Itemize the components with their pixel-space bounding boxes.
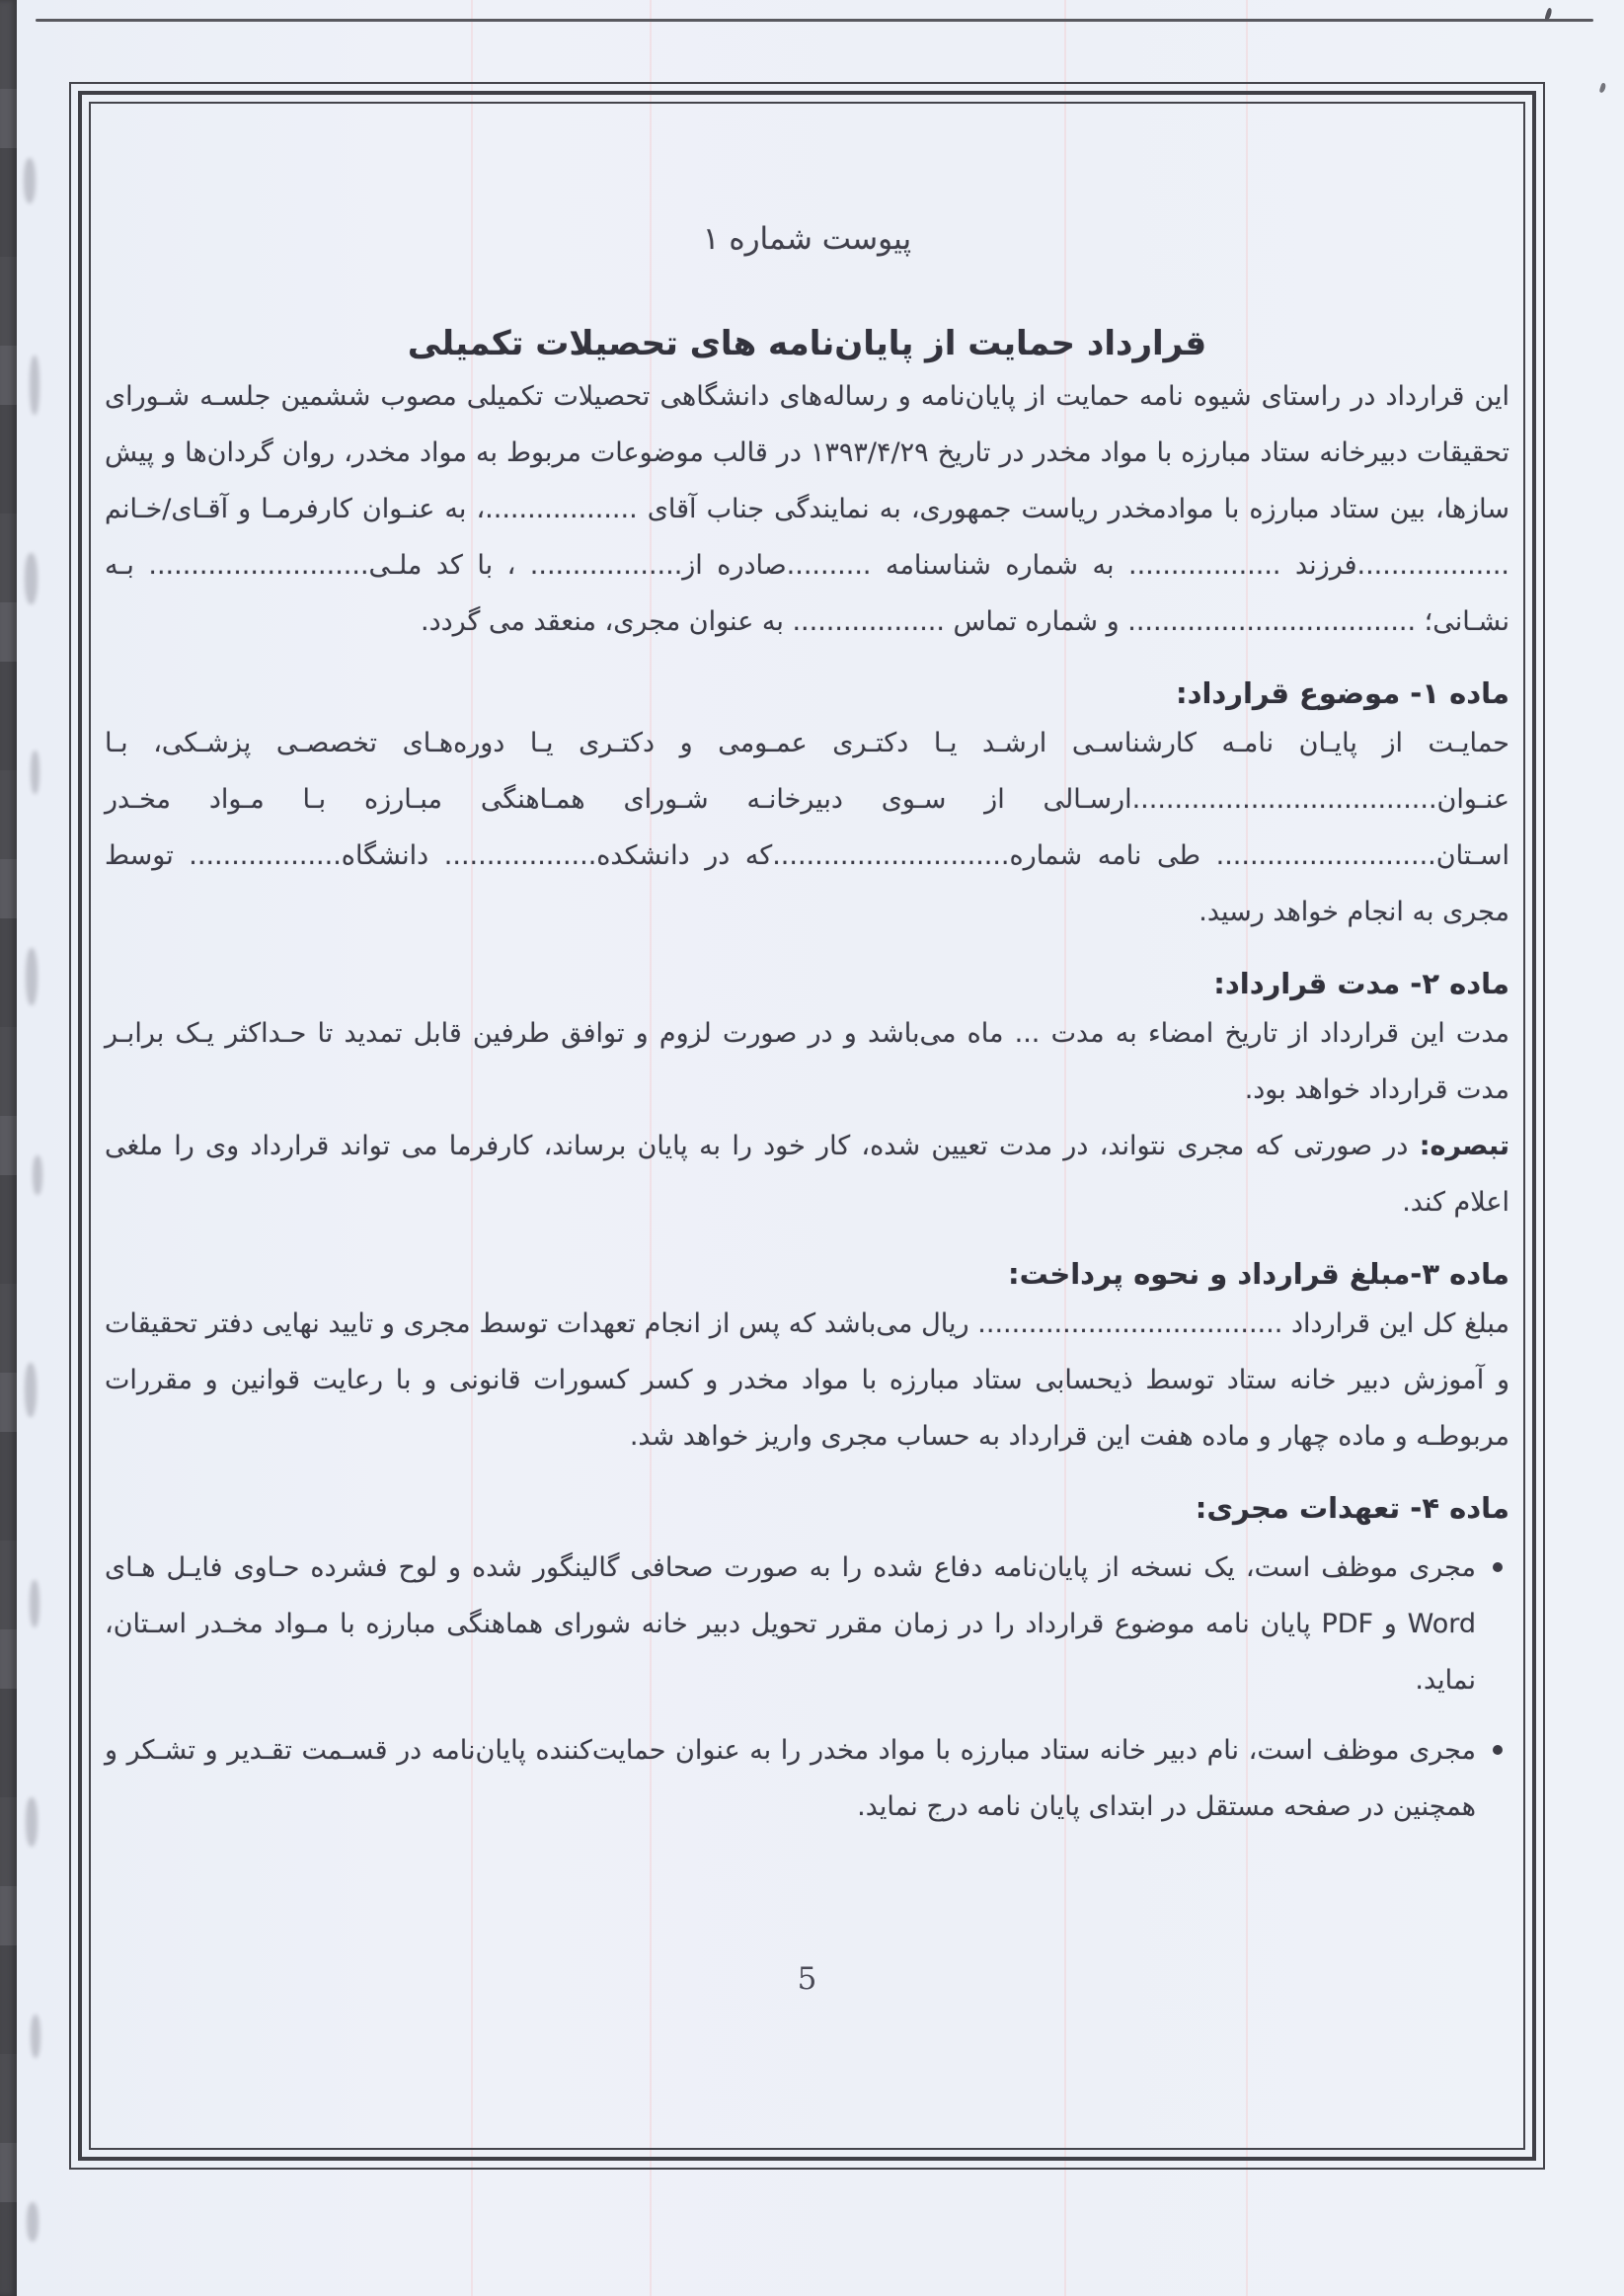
obligation-item: مجری موظف است، یک نسخه از پایان‌نامه دفاع شده را به صورت صحافی گالینگور شده و لوح فشرده حـاوی فایـل هـای Word و PDF پایان نامه موضوع قرارداد را در زمان مقرر تحویل دبیر خانه شورای هماهنگی مبارزه با مـواد مخـدر اسـتان، نماید.: [105, 1540, 1476, 1708]
document-border-inner: [89, 102, 1525, 2150]
margin-smudge: [27, 2202, 39, 2242]
margin-smudge: [24, 158, 36, 203]
scan-artifact-line: [36, 19, 1593, 22]
margin-smudge: [25, 553, 38, 604]
scan-binding-edge: [0, 0, 17, 2296]
scan-mark: [1599, 82, 1607, 93]
appendix-label: پیوست شماره ۱: [702, 221, 912, 257]
margin-smudge: [31, 751, 39, 794]
article-4-heading: ماده ۴- تعهدات مجری:: [1195, 1491, 1509, 1525]
document-content: [91, 104, 1523, 2148]
margin-smudge: [26, 1797, 38, 1847]
page-number: 5: [797, 1961, 817, 1997]
article-2-heading: ماده ۲- مدت قرارداد:: [1213, 967, 1509, 1000]
document-title: قرارداد حمایت از پایان‌نامه های تحصیلات تکمیلی: [407, 324, 1207, 363]
article-2-body: مدت این قرارداد از تاریخ امضاء به مدت ... ماه می‌باشد و در صورت لزوم و توافق طرفین قابل تمدید تا حـداکثر یـک برابـر مدت قرارداد خواهد بود.: [105, 1018, 1509, 1105]
note-text: در صورتی که مجری نتواند، در مدت تعیین شده، کار خود را به پایان برساند، کارفرما می تواند قرارداد وی را ملغی اعلام کند.: [105, 1131, 1509, 1218]
document-border-middle: [78, 91, 1536, 2161]
note-label: تبصره:: [1419, 1131, 1509, 1161]
article-3-body: مبلغ کل این قرارداد .................................... ریال می‌باشد که پس از انجام تعهدات توسط مجری و تایید نهایی دفتر تحقیقات و آموزش دبیر خانه ستاد توسط ذیحسابی ستاد مبارزه با مواد مخدر و کسر کسورات قانونی و با رعایت قوانین و مقررات مربوطـه و ماده چهار و ماده هفت این قرارداد به حساب مجری واریز خواهد شد.: [105, 1308, 1509, 1452]
margin-smudge: [30, 356, 39, 415]
margin-smudge: [33, 1155, 42, 1195]
intro-paragraph: این قرارداد در راستای شیوه نامه حمایت از پایان‌نامه و رساله‌های دانشگاهی تحصیلات تکمیلی مصوب ششمین جلسـه شـورای تحقیقات دبیرخانه ستاد مبارزه با مواد مخدر در تاریخ ۱۳۹۳/۴/۲۹ در قالب موضوعات مربوط به مواد مخدر، روان گردان‌ها و پیش سازها، بین ستاد مبارزه با موادمخدر ریاست جمهوری، به نمایندگی جناب آقای ..................، به عنـوان کارفرمـا و آقـای/خـانم ..................فرزند .................. به شماره شناسنامه ..........صادره از.................. ، با کد ملـی.......................... بـه نشـانی؛ .................................. و شماره تماس .................. به عنوان مجری، منعقد می گردد.: [105, 381, 1509, 637]
article-2-note: [105, 1118, 1509, 1230]
margin-smudge: [30, 1580, 39, 1627]
article-1-heading: ماده ۱- موضوع قرارداد:: [1175, 676, 1509, 710]
margin-smudge: [26, 948, 38, 1005]
obligation-item: مجری موظف است، نام دبیر خانه ستاد مبارزه با مواد مخدر را به عنوان حمایت‌کننده پایان‌نامه در قسـمت تقـدیر و تشـکر و همچنین در صفحه مستقل در ابتدای پایان نامه درج نماید.: [105, 1722, 1476, 1835]
obligations-list: [105, 1540, 1509, 1835]
margin-smudge: [25, 1363, 37, 1417]
article-3-heading: ماده ۳-مبلغ قرارداد و نحوه پرداخت:: [1008, 1257, 1509, 1291]
article-1-body: حمایـت از پایـان نامـه کارشناسـی ارشـد یـا دکتـری عمـومی و دکتـری یـا دوره‌هـای تخصصـی پزشـکی، بـا عنـوان....................................ارسـالی از سـوی دبیرخانـه شـورای همـاهنگی مبـارزه بـا مـواد مخـدر اسـتان.......................... طی نامه شماره............................که در دانشکده.................. دانشگاه.................. توسط مجری به انجام خواهد رسید.: [105, 728, 1509, 927]
margin-smudge: [31, 2015, 40, 2058]
document-border-outer: [69, 82, 1545, 2170]
